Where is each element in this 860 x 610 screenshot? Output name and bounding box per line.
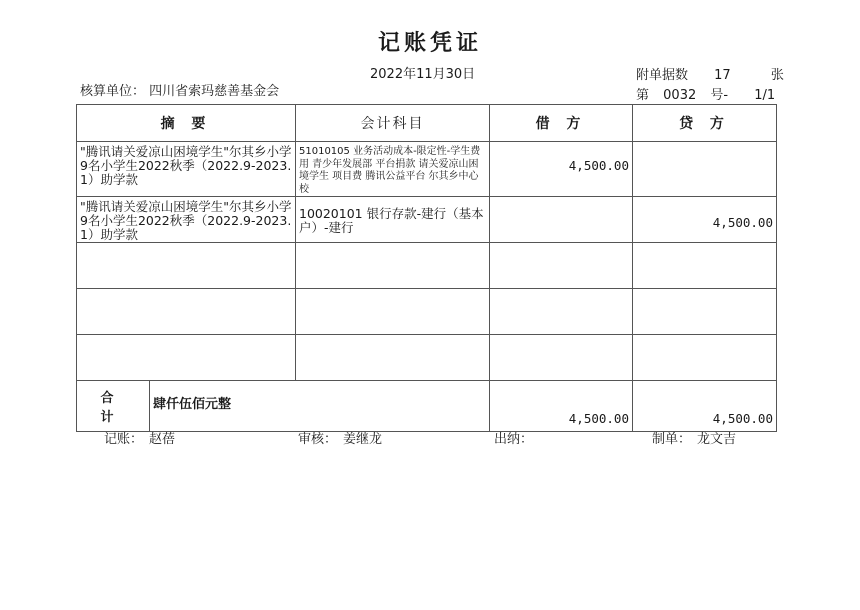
bookkeeper-label: 记账： <box>104 432 144 447</box>
bookkeeper-signature <box>104 428 175 447</box>
table-row-empty <box>77 335 777 381</box>
cashier-label: 出纳： <box>494 432 534 447</box>
attachment-label: 附单据数 <box>636 68 689 83</box>
reviewer-signature <box>298 428 382 447</box>
cashier-signature <box>494 428 539 447</box>
maker-name: 龙文吉 <box>697 432 737 447</box>
entry-credit <box>633 142 776 160</box>
reviewer-label: 审核： <box>298 432 338 447</box>
reviewer-name: 姜继龙 <box>343 432 383 447</box>
table-header-row <box>77 105 777 142</box>
voucher-date: 2022年11月30日 <box>370 67 476 82</box>
table-row-empty <box>77 243 777 289</box>
voucher-number <box>636 84 775 103</box>
attachment-count <box>636 64 784 83</box>
header-account: 会计科目 <box>296 105 490 142</box>
voucher-no: 0032 <box>663 88 697 103</box>
accounting-unit <box>80 80 279 99</box>
table-row <box>77 142 777 197</box>
entry-summary: "腾讯请关爱凉山困境学生"尔其乡小学9名小学生2022秋季（2022.9-2023.1）助学款 <box>80 144 292 187</box>
bookkeeper-name: 赵蓓 <box>149 432 176 447</box>
attachment-unit: 张 <box>770 68 784 83</box>
entry-debit: 4,500.00 <box>568 158 629 173</box>
accounting-unit-value: 四川省索玛慈善基金会 <box>149 84 280 99</box>
voucher-title: 记账凭证 <box>377 31 482 56</box>
entry-account: 51010105 业务活动成本-限定性-学生费用 青少年发展部 平台捐款 请关爱凉山困境学生 项目费 腾讯公益平台 尔其乡中心校 <box>299 146 481 195</box>
voucher-page: 1/1 <box>754 88 776 103</box>
total-amount-words: 肆仟伍佰元整 <box>153 397 232 412</box>
table-row <box>77 197 777 243</box>
total-debit: 4,500.00 <box>490 381 633 432</box>
header-debit: 借 方 <box>490 105 633 142</box>
total-label: 合 计 <box>77 381 150 431</box>
voucher-prefix: 第 <box>636 88 650 103</box>
entry-debit <box>490 197 632 213</box>
voucher-suffix: 号- <box>710 88 729 103</box>
attachment-number: 17 <box>714 68 731 83</box>
maker-signature <box>652 428 736 447</box>
header-credit: 贷 方 <box>633 105 777 142</box>
entry-credit: 4,500.00 <box>712 215 773 230</box>
header-summary: 摘 要 <box>77 105 296 142</box>
maker-label: 制单： <box>652 432 692 447</box>
accounting-unit-label: 核算单位： <box>80 84 146 99</box>
table-row-empty <box>77 289 777 335</box>
voucher-table <box>76 104 777 432</box>
entry-summary: "腾讯请关爱凉山困境学生"尔其乡小学9名小学生2022秋季（2022.9-2023.1）助学款 <box>80 199 292 242</box>
total-row <box>77 381 777 432</box>
entry-account: 10020101 银行存款-建行（基本户）-建行 <box>299 206 484 235</box>
total-credit: 4,500.00 <box>633 381 777 432</box>
